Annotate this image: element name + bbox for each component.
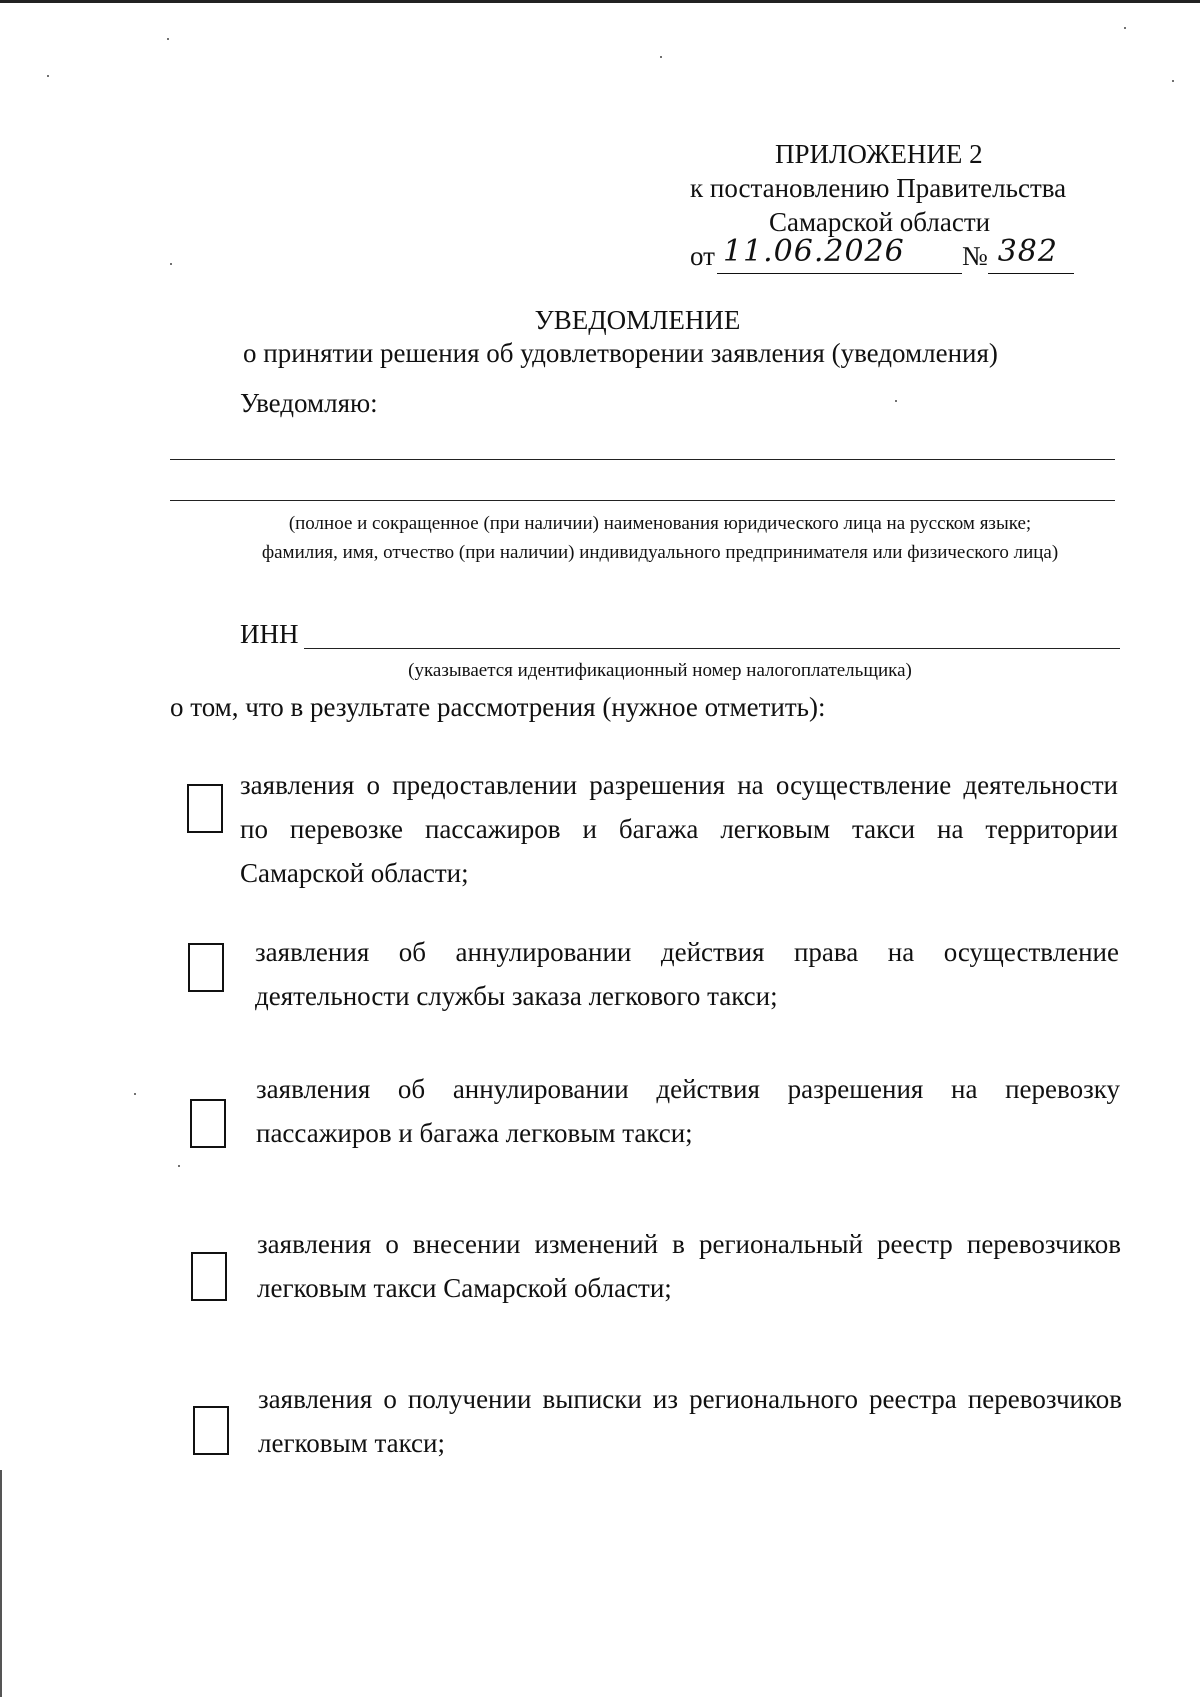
scan-speck: [47, 75, 49, 77]
document-subtitle: о принятии решения об удовлетворении заявления (уведомления): [243, 338, 998, 368]
scan-speck: [167, 38, 169, 40]
number-prefix: №: [961, 241, 988, 271]
option-text-4: заявления о внесении изменений в региональный реестр перевозчиков легковым такси Самарской области;: [257, 1229, 1121, 1303]
inn-note: (указывается идентификационный номер налогоплательщика): [408, 660, 912, 681]
entity-note-line-1: (полное и сокращенное (при наличии) наименования юридического лица на русском языке;: [288, 513, 1032, 534]
inn-field-line: [304, 648, 1120, 649]
notify-label: Уведомляю:: [240, 388, 378, 418]
entity-name-line-2: [170, 500, 1115, 501]
handwritten-date: 11.06.2026: [722, 234, 905, 269]
handwritten-number: 382: [997, 234, 1058, 269]
entity-note: [0, 509, 1200, 567]
scan-speck: [660, 56, 662, 58]
option-text-5: заявления о получении выписки из регионального реестра перевозчиков легковым такси;: [258, 1384, 1122, 1458]
option-text-1: заявления о предоставлении разрешения на осуществление деятельности по перевозке пассажиров и багажа легковым такси на территории Самарской области;: [240, 770, 1118, 888]
options-intro: о том, что в результате рассмотрения (нужное отметить):: [170, 692, 826, 722]
date-number-line: [690, 234, 1074, 274]
scan-speck: [1172, 80, 1174, 82]
page-left-edge: [0, 1470, 2, 1697]
option-checkbox-1[interactable]: [187, 784, 223, 833]
scan-speck: [1124, 27, 1126, 29]
option-text-2: заявления об аннулировании действия права на осуществление деятельности службы заказа легкового такси;: [255, 937, 1119, 1011]
option-checkbox-4[interactable]: [191, 1252, 227, 1301]
option-checkbox-2[interactable]: [188, 943, 224, 992]
option-checkbox-3[interactable]: [190, 1099, 226, 1148]
appendix-label: ПРИЛОЖЕНИЕ 2: [775, 139, 983, 169]
page-top-edge: [0, 0, 1200, 3]
scan-speck: [170, 263, 172, 265]
entity-note-line-2: фамилия, имя, отчество (при наличии) индивидуального предпринимателя или физического лица): [261, 542, 1059, 563]
option-checkbox-5[interactable]: [193, 1406, 229, 1455]
scan-speck: [134, 1093, 136, 1095]
document-title: УВЕДОМЛЕНИЕ: [534, 305, 741, 335]
option-text-3: заявления об аннулировании действия разрешения на перевозку пассажиров и багажа легковым такси;: [256, 1074, 1120, 1148]
inn-label: ИНН: [240, 619, 299, 649]
date-field: [717, 234, 962, 274]
region-name: Самарской области: [769, 207, 991, 237]
scan-speck: [178, 1165, 180, 1167]
number-field: [988, 234, 1074, 274]
entity-name-line-1: [170, 459, 1115, 460]
date-prefix: от: [690, 241, 715, 271]
scan-speck: [895, 400, 897, 402]
decree-reference: к постановлению Правительства: [690, 173, 1067, 203]
